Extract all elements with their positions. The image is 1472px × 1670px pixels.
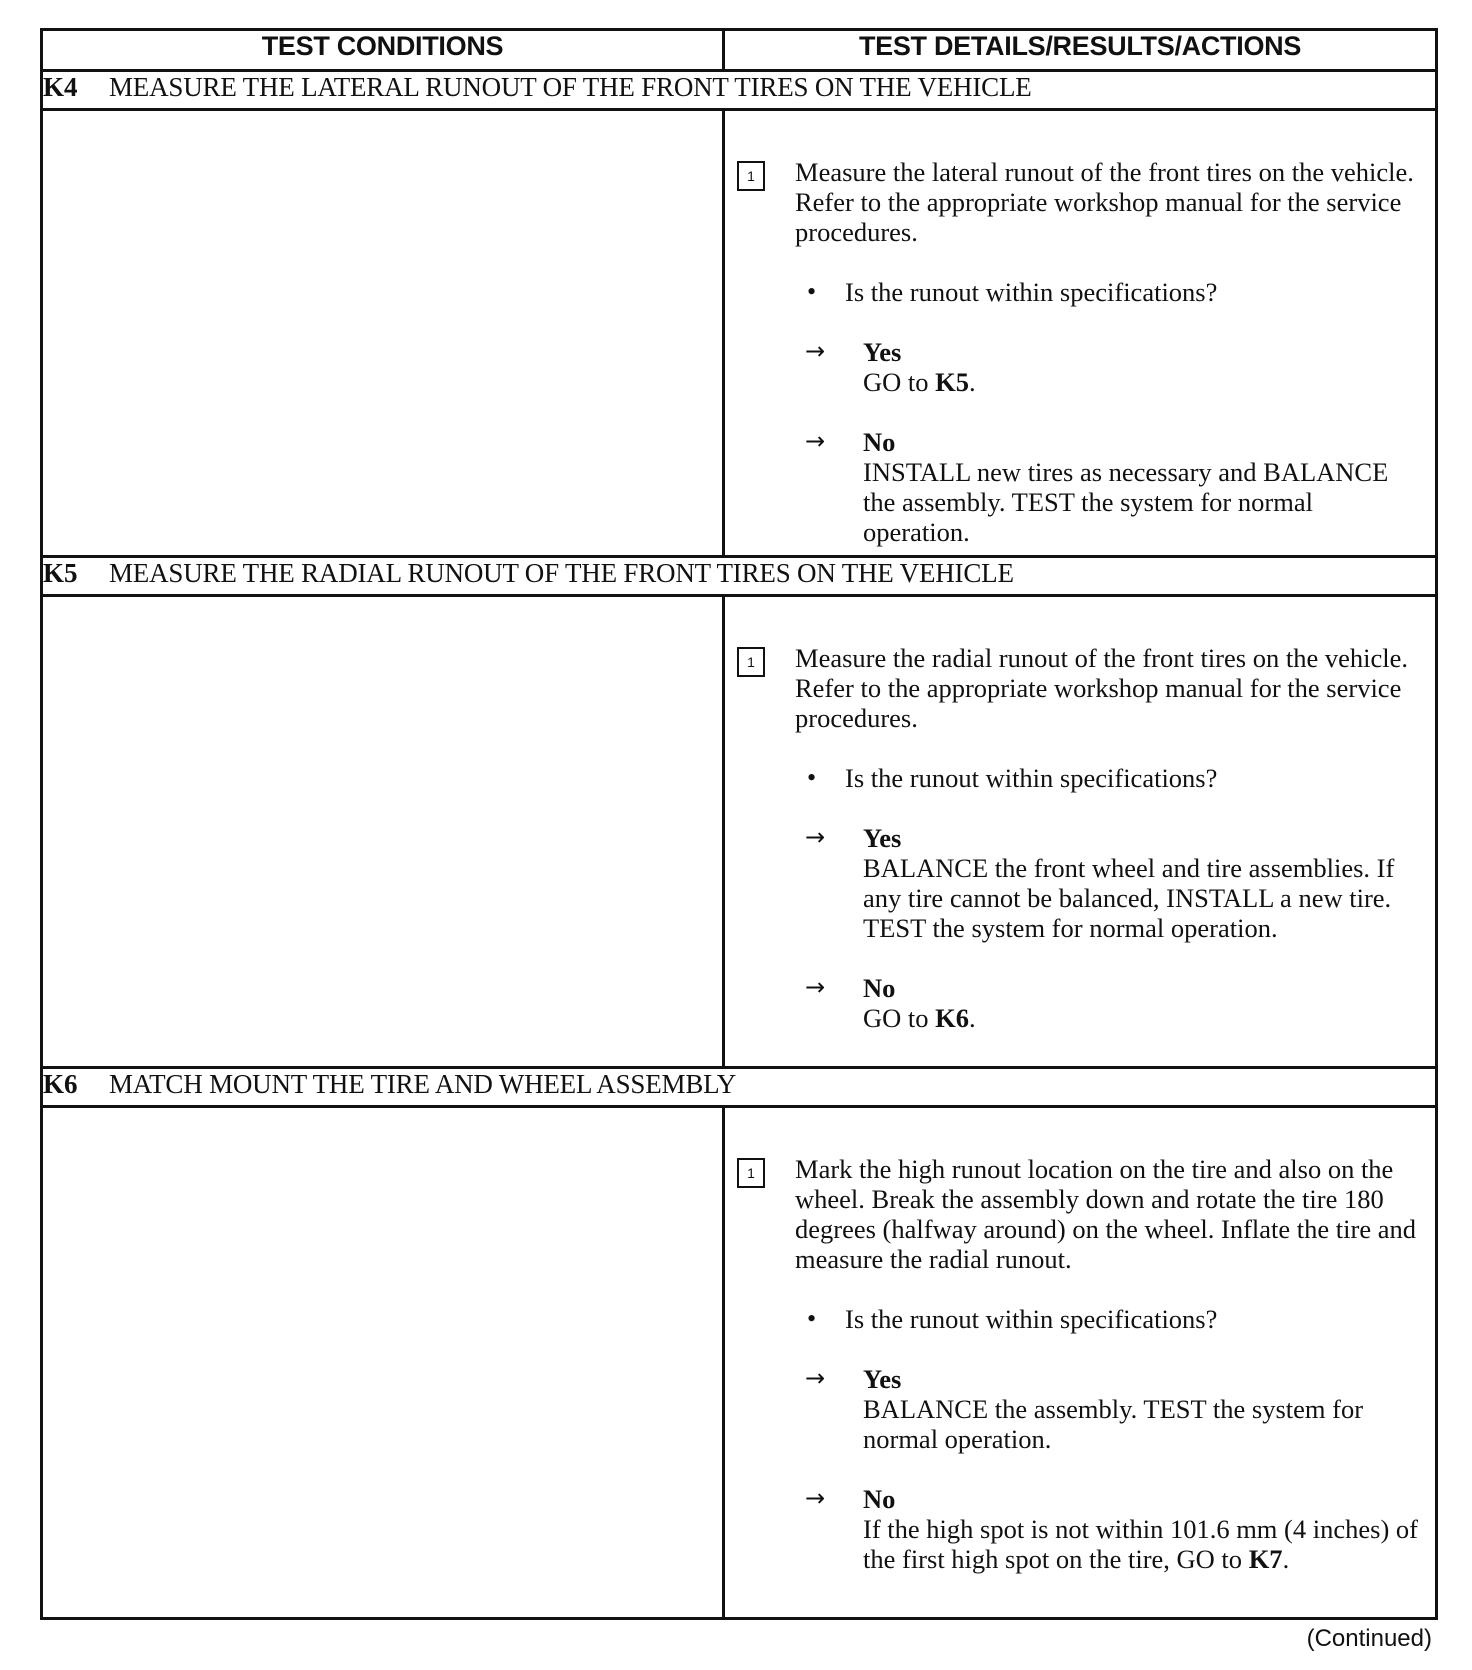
arrow-right-icon: →: [805, 973, 826, 1001]
outcome-label: No: [863, 427, 896, 457]
outcome-text: [863, 1514, 1421, 1574]
outcome-no: [725, 1484, 1435, 1582]
outcome-text: BALANCE the front wheel and tire assemblies. If any tire cannot be balanced, INSTALL a new tire. TEST the system for normal operation.: [863, 853, 1395, 943]
step-number-box: 1: [737, 161, 765, 191]
table-header-row: [42, 30, 1437, 71]
outcome-text-post: .: [969, 1003, 976, 1033]
bullet-icon: •: [807, 763, 817, 792]
step-k4-title-cell: [42, 71, 1437, 110]
question-text: Is the runout within specifications?: [845, 277, 1218, 307]
step-k4-title-row: [42, 71, 1437, 110]
step-k4-details: [724, 110, 1437, 557]
step-action: [725, 1154, 1435, 1274]
outcome-label: Yes: [863, 1364, 902, 1394]
outcome-text: [863, 367, 1421, 397]
step-id: K5: [43, 558, 78, 588]
diagnostic-table: [40, 28, 1438, 1620]
step-number-box: 1: [737, 1158, 765, 1188]
step-k5-test-conditions: [42, 596, 724, 1068]
arrow-right-icon: →: [805, 1484, 826, 1512]
continued-note: (Continued): [1306, 1625, 1432, 1652]
outcome-text-pre: If the high spot is not within 101.6 mm (4 inches) of the first high spot on the tire, GO to: [863, 1514, 1418, 1574]
arrow-right-icon: →: [805, 427, 826, 455]
outcome-text-post: .: [969, 367, 976, 397]
arrow-right-icon: →: [805, 1364, 826, 1392]
question: [725, 277, 1435, 307]
action-text: Mark the high runout location on the tire and also on the wheel. Break the assembly down and rotate the tire 180 degrees (halfway around) on the wheel. Inflate the tire and measure the radial runout.: [795, 1154, 1417, 1274]
step-title: MATCH MOUNT THE TIRE AND WHEEL ASSEMBLY: [109, 1069, 737, 1099]
outcome-no: [725, 427, 1435, 555]
outcome-text-pre: GO to: [863, 1003, 936, 1033]
action-text: Measure the lateral runout of the front tires on the vehicle. Refer to the appropriate workshop manual for the service procedures.: [795, 157, 1414, 247]
outcome-text-pre: GO to: [863, 367, 936, 397]
step-action: [725, 643, 1435, 733]
step-k5-details: [724, 596, 1437, 1068]
outcome-label: No: [863, 1484, 896, 1514]
step-reference: K6: [935, 1003, 970, 1033]
step-k6-title-cell: [42, 1068, 1437, 1107]
step-action: [725, 157, 1435, 247]
step-number-box: 1: [737, 647, 765, 677]
step-k4-body-row: [42, 110, 1437, 557]
bullet-icon: •: [807, 277, 817, 306]
step-k6-body-row: [42, 1107, 1437, 1619]
step-k6-title-row: [42, 1068, 1437, 1107]
step-k5-title-row: [42, 557, 1437, 596]
step-k5-body-row: [42, 596, 1437, 1068]
outcome-yes: [725, 337, 1435, 397]
arrow-right-icon: →: [805, 823, 826, 851]
outcome-label: No: [863, 973, 896, 1003]
outcome-no: [725, 973, 1435, 1041]
question: [725, 763, 1435, 793]
outcome-text: [863, 1003, 1421, 1033]
step-k5-title-cell: [42, 557, 1437, 596]
step-reference: K7: [1248, 1544, 1283, 1574]
outcome-label: Yes: [863, 337, 902, 367]
step-title: MEASURE THE RADIAL RUNOUT OF THE FRONT TIRES ON THE VEHICLE: [109, 558, 1014, 588]
step-id: K4: [43, 72, 78, 102]
outcome-yes: [725, 823, 1435, 943]
outcome-label: Yes: [863, 823, 902, 853]
step-k6-details: [724, 1107, 1437, 1619]
step-title: MEASURE THE LATERAL RUNOUT OF THE FRONT TIRES ON THE VEHICLE: [109, 72, 1032, 102]
header-test-details: TEST DETAILS/RESULTS/ACTIONS: [724, 30, 1437, 71]
question: [725, 1304, 1435, 1334]
question-text: Is the runout within specifications?: [845, 763, 1218, 793]
action-text: Measure the radial runout of the front tires on the vehicle. Refer to the appropriate workshop manual for the service procedures.: [795, 643, 1408, 733]
step-id: K6: [43, 1069, 78, 1099]
step-reference: K5: [935, 367, 970, 397]
diagnostic-table-sheet: [40, 28, 1435, 1620]
outcome-text-post: .: [1282, 1544, 1290, 1574]
outcome-text: INSTALL new tires as necessary and BALANCE the assembly. TEST the system for normal operation.: [863, 457, 1389, 547]
step-k6-test-conditions: [42, 1107, 724, 1619]
arrow-right-icon: →: [805, 337, 826, 365]
outcome-text: BALANCE the assembly. TEST the system for normal operation.: [863, 1394, 1364, 1454]
bullet-icon: •: [807, 1304, 817, 1333]
question-text: Is the runout within specifications?: [845, 1304, 1218, 1334]
step-k4-test-conditions: [42, 110, 724, 557]
header-test-conditions: TEST CONDITIONS: [42, 30, 724, 71]
outcome-yes: [725, 1364, 1435, 1454]
